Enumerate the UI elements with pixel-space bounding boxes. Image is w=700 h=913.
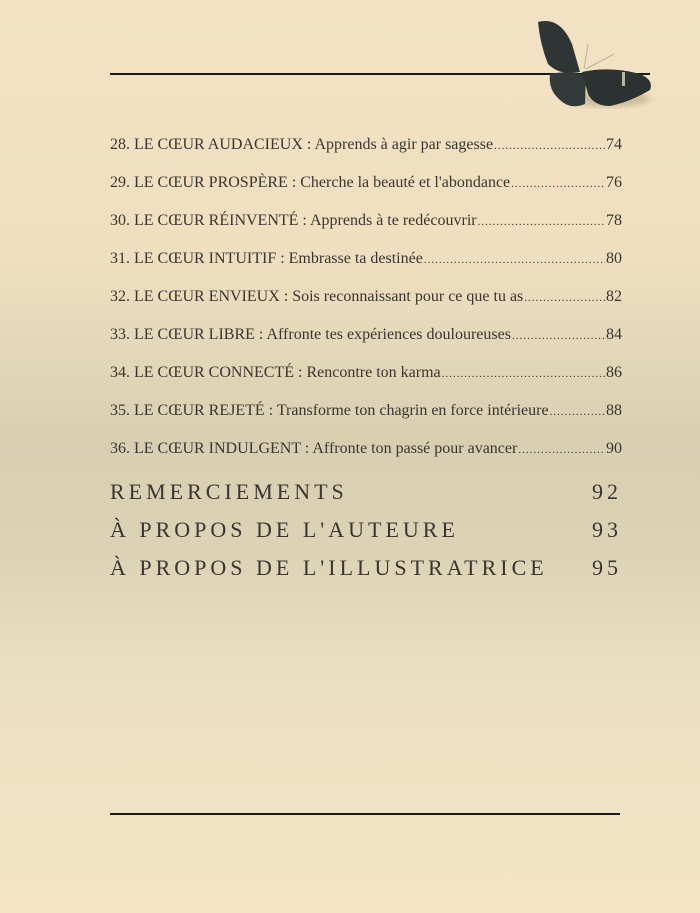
toc-entry-page: 76 — [606, 174, 622, 191]
leader-dots — [494, 140, 605, 152]
toc-entry-page: 80 — [606, 250, 622, 267]
leader-dots — [518, 444, 605, 456]
toc-entry-title: 31. LE CŒUR INTUITIF : Embrasse ta destinée — [110, 250, 423, 267]
toc-entry-page: 78 — [606, 212, 622, 229]
toc-entry-page: 88 — [606, 402, 622, 419]
toc-entry[interactable] — [110, 440, 622, 458]
toc-entry-page: 90 — [606, 440, 622, 457]
leader-dots — [424, 254, 605, 266]
toc-section-title: À PROPOS DE L'AUTEURE — [110, 517, 459, 542]
leader-dots — [442, 368, 605, 380]
toc-entry-page: 86 — [606, 364, 622, 381]
bottom-rule — [110, 813, 620, 815]
toc-section[interactable] — [110, 517, 622, 543]
toc-entry[interactable] — [110, 402, 622, 420]
toc-entry-title: 30. LE CŒUR RÉINVENTÉ : Apprends à te redécouvrir — [110, 212, 477, 229]
toc-entry-title: 33. LE CŒUR LIBRE : Affronte tes expériences douloureuses — [110, 326, 511, 343]
toc-entry[interactable] — [110, 212, 622, 230]
toc-entry-title: 28. LE CŒUR AUDACIEUX : Apprends à agir par sagesse — [110, 136, 494, 153]
leader-dots — [478, 216, 605, 228]
toc-entry[interactable] — [110, 364, 622, 382]
leader-dots — [524, 292, 605, 304]
leader-dots — [550, 406, 605, 418]
toc-section-page: 95 — [592, 555, 622, 580]
toc-section-title: À PROPOS DE L'ILLUSTRATRICE — [110, 555, 548, 580]
leader-dots — [511, 178, 605, 190]
toc-entry[interactable] — [110, 326, 622, 344]
toc-entry-page: 74 — [606, 136, 622, 153]
toc-entry[interactable] — [110, 288, 622, 306]
leader-dots — [512, 330, 605, 342]
toc-section[interactable] — [110, 555, 622, 581]
toc-section-page: 93 — [592, 517, 622, 542]
toc-entry-page: 84 — [606, 326, 622, 343]
toc-entry-title: 29. LE CŒUR PROSPÈRE : Cherche la beauté et l'abondance — [110, 174, 511, 191]
toc-entry[interactable] — [110, 136, 622, 154]
toc-section-title: REMERCIEMENTS — [110, 479, 348, 504]
toc-entry[interactable] — [110, 250, 622, 268]
toc-entry-title: 32. LE CŒUR ENVIEUX : Sois reconnaissant pour ce que tu as — [110, 288, 524, 305]
toc-entry-title: 36. LE CŒUR INDULGENT : Affronte ton passé pour avancer — [110, 440, 518, 457]
toc-entry-title: 34. LE CŒUR CONNECTÉ : Rencontre ton karma — [110, 364, 441, 381]
butterfly-illustration — [530, 14, 660, 114]
toc-entry-page: 82 — [606, 288, 622, 305]
toc-entry-title: 35. LE CŒUR REJETÉ : Transforme ton chagrin en force intérieure — [110, 402, 549, 419]
toc-section-page: 92 — [592, 479, 622, 504]
toc-section[interactable] — [110, 479, 622, 505]
toc-entry[interactable] — [110, 174, 622, 192]
